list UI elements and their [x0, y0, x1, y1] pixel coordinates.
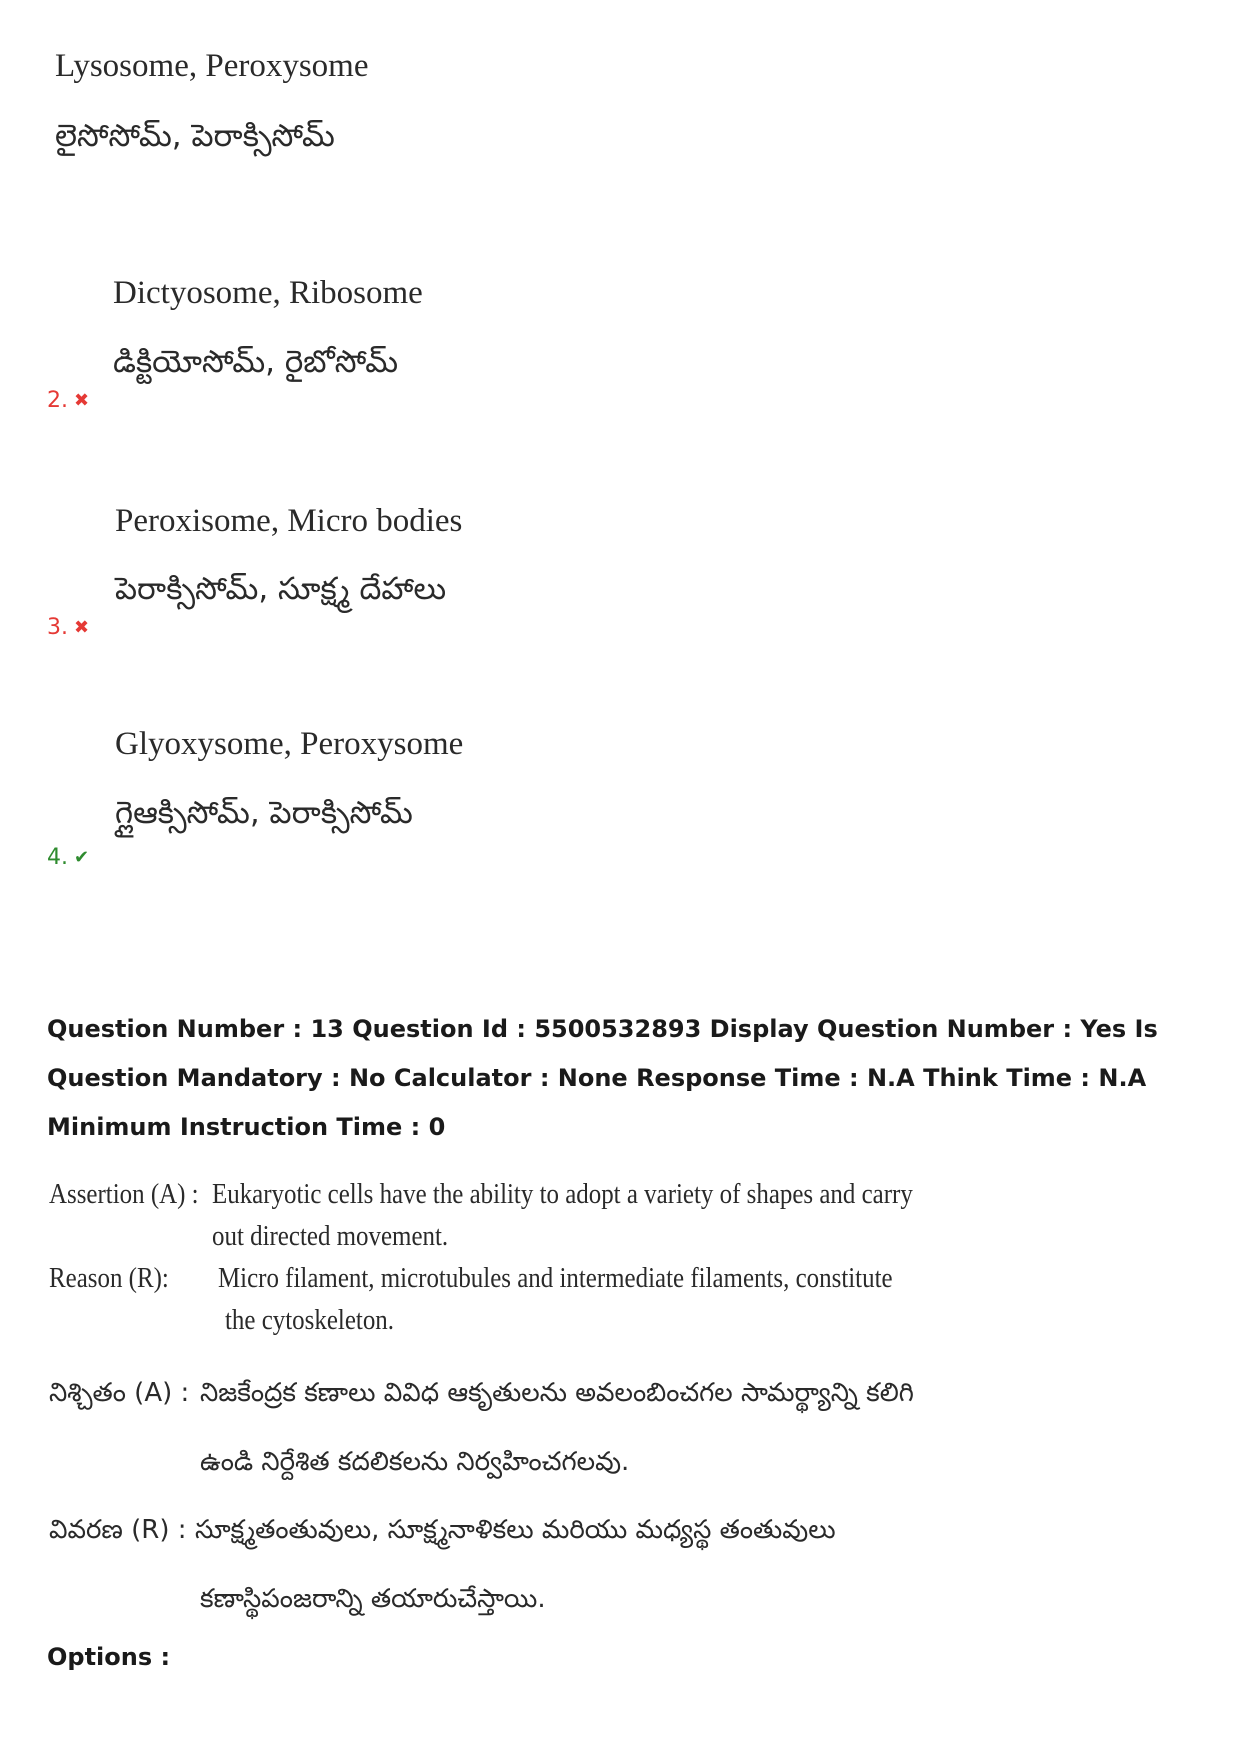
- option-3-english: Peroxisome, Micro bodies: [115, 503, 463, 539]
- option-3-marker: [47, 615, 89, 640]
- cross-icon: ✖: [74, 616, 90, 638]
- option-4-telugu: గ్లైఆక్సిసోమ్, పెరాక్సిసోమ్: [115, 795, 413, 831]
- option-1-english: Lysosome, Peroxysome: [55, 48, 369, 84]
- te-reason-label: వివరణ (R) :: [49, 1515, 187, 1545]
- assertion-label: Assertion (A) :: [49, 1178, 199, 1210]
- option-4-english: Glyoxysome, Peroxysome: [115, 726, 464, 762]
- option-2-telugu: డిక్టియోసోమ్, రైబోసోమ్: [113, 344, 399, 380]
- option-4-number: 4.: [47, 845, 68, 870]
- te-reason-line-2: కణాస్థిపంజరాన్ని తయారుచేస్తాయి.: [200, 1584, 546, 1614]
- assertion-line-2: out directed movement.: [212, 1220, 449, 1252]
- option-4-marker: [47, 845, 89, 870]
- check-icon: ✔: [74, 846, 90, 868]
- te-reason-line-1: సూక్ష్మతంతువులు, సూక్ష్మనాళికలు మరియు మధ్యస్థ తంతువులు: [195, 1515, 836, 1545]
- option-1-telugu: లైసోసోమ్, పెరాక్సిసోమ్: [55, 118, 335, 154]
- reason-line-2: the cytoskeleton.: [225, 1304, 395, 1336]
- assertion-line-1: Eukaryotic cells have the ability to adopt a variety of shapes and carry: [212, 1178, 913, 1210]
- option-3-telugu: పెరాక్సిసోమ్, సూక్ష్మ దేహాలు: [115, 571, 447, 607]
- te-assertion-line-2: ఉండి నిర్దేశిత కదలికలను నిర్వహించగలవు.: [200, 1447, 630, 1477]
- option-2-english: Dictyosome, Ribosome: [113, 275, 423, 311]
- cross-icon: ✖: [74, 389, 90, 411]
- reason-label: Reason (R):: [49, 1262, 169, 1294]
- te-assertion-line-1: నిజకేంద్రక కణాలు వివిధ ఆకృతులను అవలంబించగల సామర్థ్యాన్ని కలిగి: [200, 1378, 914, 1408]
- question-meta: Question Number : 13 Question Id : 5500532893 Display Question Number : Yes Is Question Mandatory : No Calculator : None Response Time : N.A Think Time : N.A Minimum Instruction Time : 0: [47, 1015, 1158, 1141]
- reason-line-1: Micro filament, microtubules and intermediate filaments, constitute: [218, 1262, 893, 1294]
- option-3-number: 3.: [47, 615, 68, 640]
- option-2-number: 2.: [47, 388, 68, 413]
- options-label: Options :: [47, 1643, 171, 1671]
- te-assertion-label: నిశ్చితం (A) :: [49, 1378, 190, 1408]
- option-2-marker: [47, 388, 89, 413]
